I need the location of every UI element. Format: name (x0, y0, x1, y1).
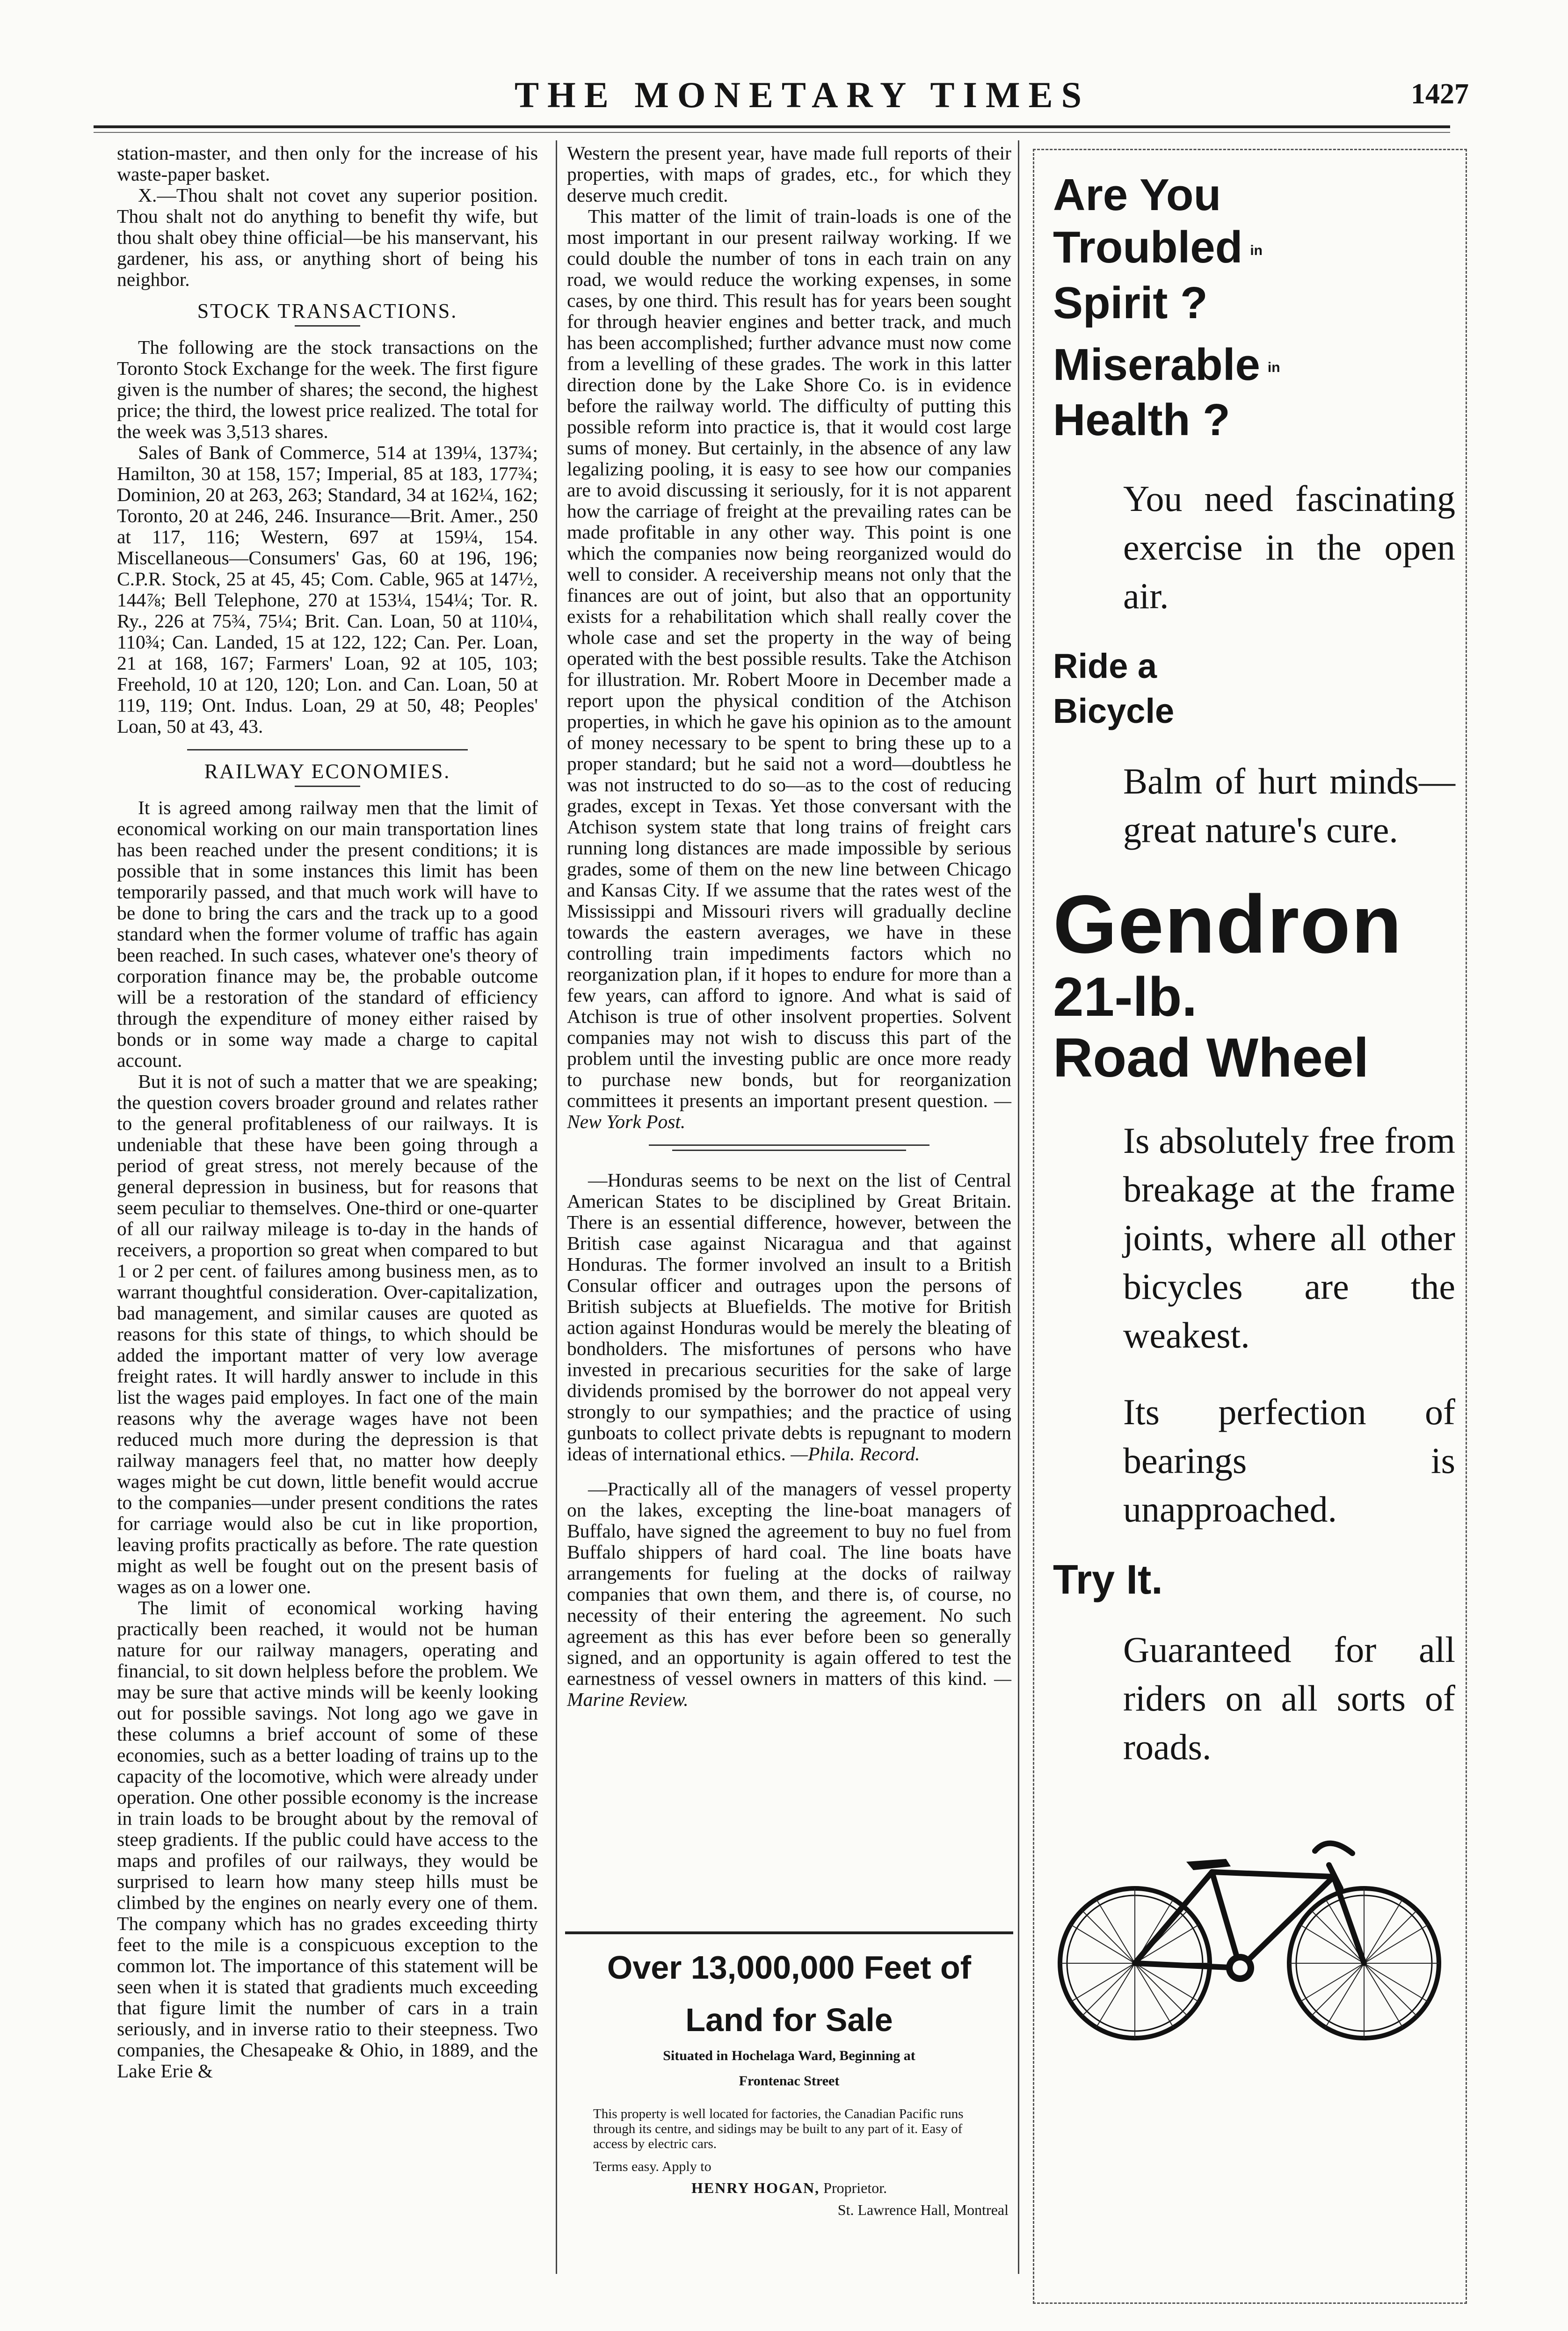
ad-line (1053, 339, 1455, 394)
source-citation: —New York Post. (567, 1090, 1012, 1132)
ad-weight: 21-lb. (1053, 966, 1198, 1028)
ad-line: Bicycle (1053, 692, 1175, 731)
source-citation: —Phila. Record. (791, 1443, 920, 1464)
masthead-rule (94, 125, 1450, 128)
middle-column (567, 143, 1011, 1710)
ad-text: You need fascinating exercise in the open air. (1123, 478, 1455, 617)
bicycle-illustration (1053, 1807, 1446, 2050)
left-column (117, 143, 538, 2082)
paragraph: The limit of economical working having practically been reached, it would not be human nature for our railway managers, operating and financial, to sit down helpless before the problem. We may be sure that active minds will be keenly looking out for possible savings. Not long ago we gave in these columns a brief account of some of these economies, such as a better loading of trains up to the capacity of the locomotive, which were already under operation. One other possible economy is the increase in train loads to be brought about by the removal of steep gradients. If the public could have access to the maps and profiles of our railways, they would be surprised to learn how many steep hills must be climbed by the engines on nearly every one of them. The company which has no grades exceeding thirty feet to the mile is a conspicuous exception to the common lot. The importance of this statement will be seen when it is stated that gradients much exceeding that figure limit the number of cars in a train seriously, and in inverse ratio to their steepness. Two companies, the Chesapeake & Ohio, in 1889, and the Lake Erie & (117, 1597, 538, 2082)
paragraph-text: —Practically all of the managers of vessel property on the lakes, excepting the line-boat managers of Buffalo, have signed the agreement to buy no fuel from Buffalo shippers of hard coal. The line boats have arrangements for fueling at the docks of railway companies that own them, and there is, of course, no necessity of their entering the agreement. No such agreement as this has ever before been so generally signed, and an opportunity is again offered to test the earnestness of vessel owners in matters of this kind. (567, 1478, 1011, 1689)
paragraph: station-master, and then only for the increase of his waste-paper basket. (117, 142, 538, 185)
paragraph (567, 206, 1011, 1132)
ad-content (1053, 169, 1455, 1771)
ad-text: Is absolutely free from breakage at the frame joints, where all other bicycles are the weakest. (1123, 1120, 1455, 1356)
newspaper-title: THE MONETARY TIMES (515, 74, 1090, 115)
paragraph: It is agreed among railway men that the limit of economical working on our main transportation lines has been reached under the present conditions; it is possible that in some instances this limit has been temporarily passed, and that much work will have to be done to bring the cars and the track up to a good standard when the former volume of traffic has again been reached. In such cases, whatever one's theory of corporation finance may be, the probable outcome will be a restoration of the standard of efficiency through the expenditure of money either raised by bonds or in some way made a charge to capital account. (117, 797, 538, 1071)
gendron-bicycle-ad (1033, 149, 1467, 2304)
source-citation: —Marine Review. (567, 1668, 1011, 1710)
ad-body: This property is well located for factories, the Canadian Pacific runs through its centre, and sidings may be built to any part of it. Easy of access by electric cars. (593, 2106, 964, 2151)
ad-text: Guaranteed for all riders on all sorts of roads. (1123, 1629, 1455, 1768)
page-number: 1427 (1411, 78, 1469, 110)
ad-headline-2: Land for Sale (685, 2002, 893, 2038)
masthead (94, 65, 1497, 121)
paragraph: But it is not of such a matter that we are speaking; the question covers broader ground and relates rather to the general profitableness of our railways. It is undeniable that these have been going through a period of great stress, not merely because of the general depression in business, but for reasons that seem peculiar to themselves. One-third or one-quarter of all our railway mileage is to-day in the hands of receivers, a proportion so great when compared to but 1 or 2 per cent. of failures among business men, as to warrant thoughtful consideration. Over-capitalization, bad management, and similar causes are quoted as reasons for this state of things, to which should be added the important matter of very low average freight rates. It will hardly answer to include in this list the wages paid employes. In fact one of the main reasons why the average wages have not been reduced much more during the depression is that railway managers feel that, no matter how deeply wages might be cut down, little benefit would accrue to the companies—under present conditions the rates for carriage would also be cut in like proportion, leaving profits practically as before. The rate question might as well be fought out on the present basis of wages as on a lower one. (117, 1071, 538, 1597)
ad-brand-name: Gendron (1053, 879, 1403, 971)
paragraph: The following are the stock transactions on the Toronto Stock Exchange for the week. The first figure given is the number of shares; the second, the highest price; the third, the lowest price realized. The total for the week was 3,513 shares. (117, 336, 538, 442)
ad-proprietor (565, 2179, 1013, 2197)
ad-address: St. Lawrence Hall, Montreal (837, 2201, 1009, 2218)
ad-line-small: in (1267, 360, 1280, 376)
heading-rule (295, 786, 360, 787)
section-rule (187, 749, 468, 750)
ad-headline: Over 13,000,000 Feet of (607, 1949, 972, 1986)
paragraph: X.—Thou shalt not covet any superior position. Thou shalt not do anything to benefit thy wife, but thou shalt obey thine official—be his manservant, his gardener, his ass, or anything short of being his neighbor. (117, 184, 538, 290)
paragraph-text: This matter of the limit of train-loads is one of the most important in our present railway working. If we could double the number of tons in each train on any road, we would reduce the working expenses, in some cases, by one third. This result has for years been sought for through heavier engines and better track, and much has been accomplished; further advance must now come from a levelling of these grades. The work in this latter direction done by the Lake Shore Co. is in evidence before the railway world. The difficulty of putting this possible reform into practice is, that it would cost large sums of money. But certainly, in the absence of any law legalizing pooling, it is easy to see how our companies are to avoid discussing it seriously, for it is not apparent how the carriage of freight at the prevailing rates can be made profitable in any other way. This point is one which the companies now being reorganized would do well to consider. A receivership means not only that the finances are out of joint, but also that an opportunity exists for a rehabilitation which shall really cover the whole case and set the property in the way of being operated with the best possible results. Take the Atchison for illustration. Mr. Robert Moore in December made a report upon the physical condition of the Atchison properties, in which he gave his opinion as to the amount of money necessary to be spent to bring these up to a proper standard; but he said not a word—doubtless he was not instructed to do so—as to the cost of reducing grades, except in Texas. Yet those conversant with the Atchison system state that long trains of freight cars running long distances are made impossible by serious grades, some of them on the new line between Chicago and Kansas City. If we assume that the rates west of the Mississippi and Missouri rivers will gradually decline towards the eastern averages, we have in these controlling train impediments factors which no reorganization plan, if it hopes to endure for more than a few years, can afford to ignore. And what is said of Atchison is true of other insolvent properties. Solvent companies may not wish to discuss this part of the problem until the investing public are once more ready to purchase new bonds, but for reorganization committees it presents an important present question. (567, 205, 1011, 1111)
paragraph-text: —Honduras seems to be next on the list of Central American States to be disciplined by Great Britain. There is an essential difference, however, between the British case against Nicaragua and that against Honduras. The former involved an insult to a British Consular officer and outrages upon the persons of British subjects at Bluefields. The motive for British action against Honduras would be merely the bleating of bondholders. The misfortunes of persons who have invested in precarious securities for the sake of large dividends promised by the borrower do not appeal very strongly to our sympathies; and the practice of using gunboats to collect private debts is repugnant to modern ideas of international ethics. (567, 1169, 1011, 1464)
section-heading-railway: RAILWAY ECONOMIES. (204, 760, 451, 783)
ad-product-name: Road Wheel (1053, 1027, 1369, 1089)
ad-text: Its perfection of bearings is unapproached. (1123, 1391, 1455, 1530)
section-heading-stock: STOCK TRANSACTIONS. (197, 299, 458, 322)
masthead-rule-thin (94, 132, 1450, 133)
ad-line-text: Miserable (1053, 339, 1260, 390)
ad-call-to-action: Try It. (1053, 1556, 1163, 1603)
column-rule-right (1018, 140, 1019, 2274)
column-rule-left (556, 140, 557, 2274)
land-for-sale-ad (565, 1931, 1013, 2218)
ad-text: Balm of hurt minds—great nature's cure. (1123, 761, 1455, 851)
paragraph (567, 1170, 1011, 1464)
ad-line: Spirit ? (1053, 277, 1208, 328)
ad-line: Ride a (1053, 647, 1157, 686)
ad-location-line-2: Frontenac Street (739, 2073, 840, 2089)
ad-line: Are You (1053, 170, 1221, 220)
paragraph (567, 1479, 1011, 1710)
ad-terms: Terms easy. Apply to (593, 2159, 711, 2174)
item-separator (649, 1144, 929, 1146)
proprietor-name: HENRY HOGAN, (691, 2179, 820, 2196)
heading-rule (295, 325, 360, 327)
proprietor-title: Proprietor. (823, 2179, 887, 2196)
item-separator-thin (672, 1150, 906, 1151)
ad-location-line: Situated in Hochelaga Ward, Beginning at (663, 2048, 915, 2063)
paragraph: Western the present year, have made full reports of their properties, with maps of grades, etc., for which they deserve much credit. (567, 142, 1011, 206)
paragraph: Sales of Bank of Commerce, 514 at 139¼, 137¾; Hamilton, 30 at 158, 157; Imperial, 85 at 183, 177¾; Dominion, 20 at 263, 263; Standard, 34 at 162¼, 162; Toronto, 20 at 246, 246. Insurance—Brit. Amer., 250 at 117, 116; Western, 697 at 159¼, 154. Miscellaneous—Consumers' Gas, 60 at 196, 196; C.P.R. Stock, 25 at 45, 45; Com. Cable, 965 at 147½, 144⅞; Bell Telephone, 270 at 153¼, 154¼; Tor. R. Ry., 226 at 75¾, 75¼; Brit. Can. Loan, 50 at 110¼, 110¾; Can. Landed, 15 at 122, 122; Can. Per. Loan, 21 at 168, 167; Farmers' Loan, 92 at 105, 103; Freehold, 10 at 120, 120; Lon. and Can. Loan, 50 at 119, 119; Ont. Indus. Loan, 29 at 50, 48; Peoples' Loan, 50 at 43, 43. (117, 442, 538, 737)
ad-line-small: in (1250, 242, 1263, 258)
ad-line: Health ? (1053, 395, 1230, 445)
ad-line-text: Troubled (1053, 222, 1243, 272)
ad-line (1053, 221, 1455, 277)
